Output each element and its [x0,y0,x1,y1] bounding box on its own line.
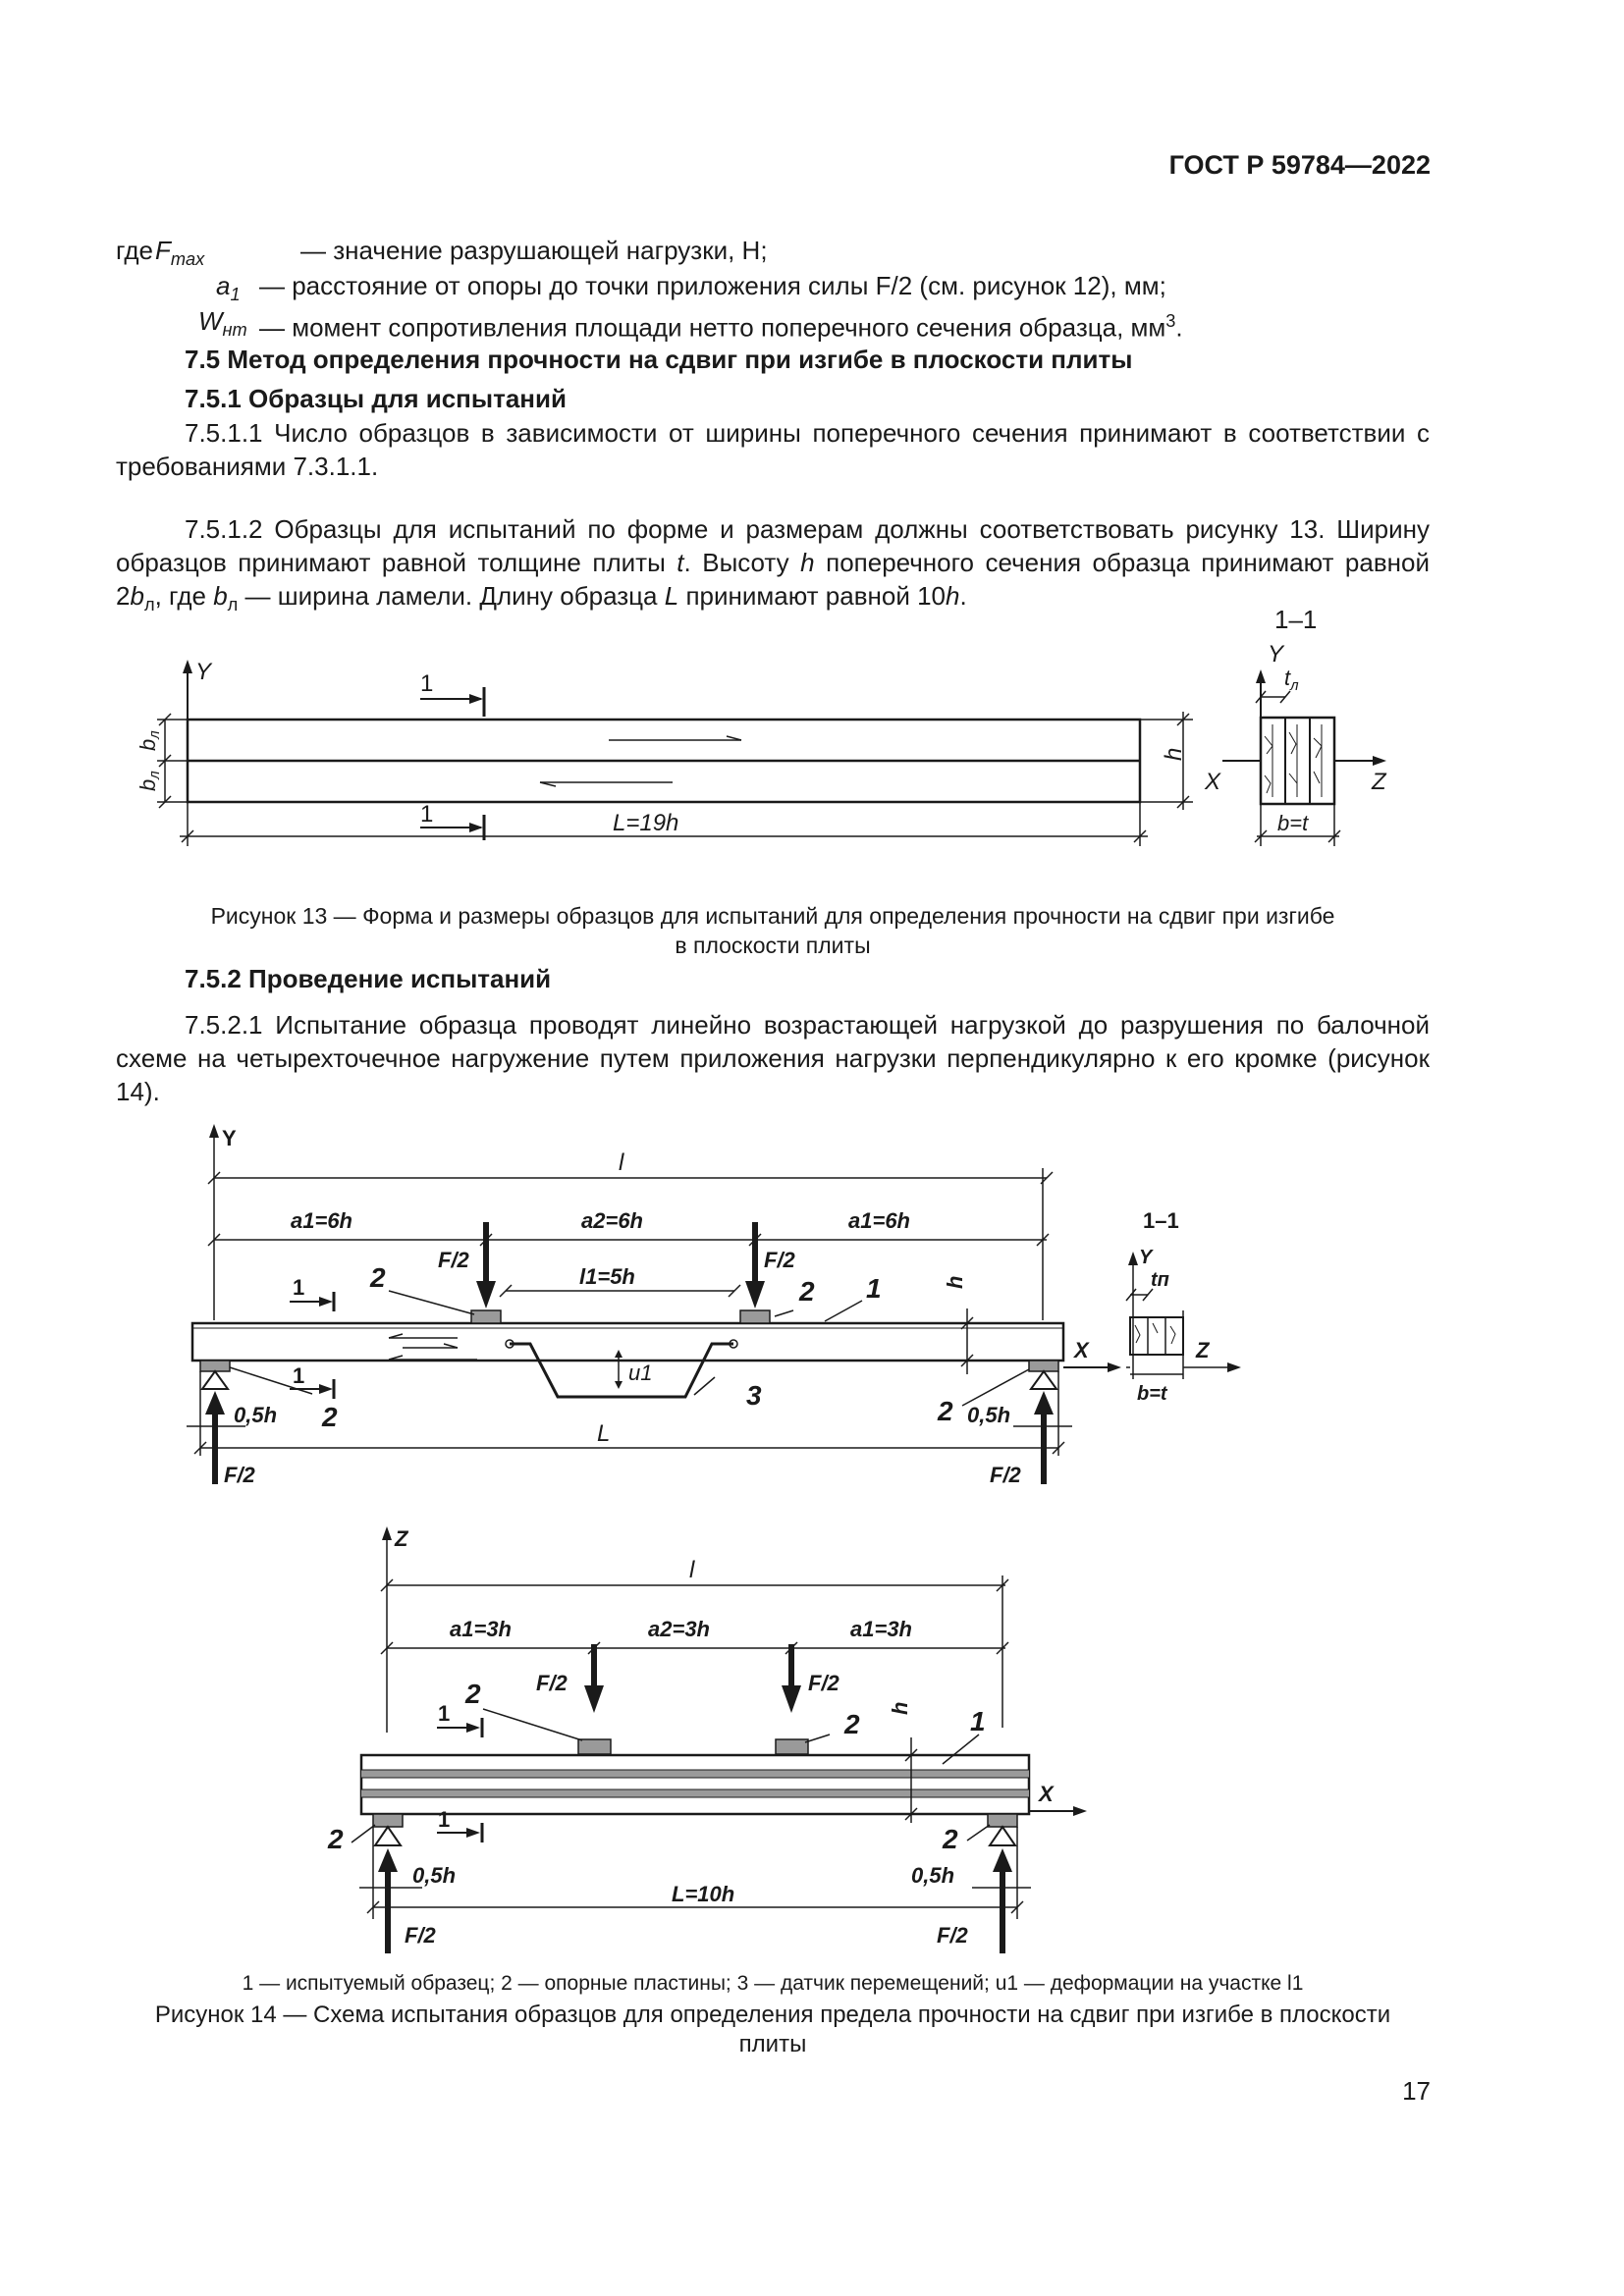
fig14-bottom-axis-z: Z [395,1526,408,1551]
fig14-bottom-offset-left: 0,5h [412,1863,457,1888]
figure-13 [0,589,1624,864]
fig13-dim-bt: b=t [1277,811,1309,835]
fig14-top-force-right: F/2 [764,1248,795,1272]
fig14-top-beam [192,1323,1063,1361]
fig13-dim-h: h [1161,747,1187,761]
fig14-top-dim-l: l [619,1149,624,1176]
fig13-axis-z: Z [1372,769,1386,795]
fig14-top-label-1: 1 [866,1273,882,1304]
fig14-top-axis-x: X [1074,1338,1089,1362]
fig14-bottom-label-1: 1 [970,1706,986,1736]
fig14-bottom-label-2d: 2 [943,1824,958,1854]
fig13-section-label: 1–1 [1274,605,1318,634]
fig14-top-dim-h: h [943,1275,967,1289]
fig14-bottom-axis-x: X [1039,1782,1054,1806]
fig14-top-dim-t: tп [1151,1269,1169,1291]
section-7-5-2-title: 7.5.2 Проведение испытаний [185,964,552,993]
fig13-dim-L: L=19h [613,810,679,836]
symbol-fmax: $F_{max}$ [155,236,205,270]
fig14-bottom-cut-1a: 1 [438,1701,451,1726]
fig14-top-force-bottom-left: F/2 [224,1463,255,1487]
fig14-top-dim-L: L [597,1420,611,1447]
fig14-cross-section [1130,1317,1183,1355]
fig14-bottom-support-plate-left [373,1814,403,1827]
fig14-top-load-plate-right [740,1310,770,1323]
fig13-cut-label-top: 1 [420,670,434,697]
def-text-wnt: — момент сопротивления площади нетто поперечного сечения образца, $мм^3$. [259,311,1183,343]
fig14-top-a1-right: a1=6h [848,1208,910,1233]
fig14-top-dim-bt: b=t [1137,1383,1167,1405]
fig14-bottom-label-2b: 2 [844,1709,860,1739]
paragraph-7-5-1-1: 7.5.1.1 Число образцов в зависимости от ширины поперечного сечения принимают в соответствии с требованиями 7.3.1.1. [116,418,1430,481]
fig14-top-section-axis-y: Y [1139,1247,1153,1268]
fig14-top-offset-right: 0,5h [967,1403,1011,1427]
fig14-top-section-label: 1–1 [1143,1208,1179,1233]
fig14-bottom-label-2a: 2 [465,1679,481,1709]
fig14-top-u1: u1 [628,1361,653,1385]
fig14-top-label-2c: 2 [322,1402,338,1432]
fig14-bottom-label-2c: 2 [328,1824,344,1854]
figure-13-caption: Рисунок 13 — Форма и размеры образцов для испытаний для определения прочности на сдвиг при изгибе в плоскости плиты [210,903,1335,958]
fig14-top-offset-left: 0,5h [234,1403,278,1427]
fig14-top-label-2b: 2 [799,1276,815,1307]
fig14-top-l1: l1=5h [579,1264,635,1289]
paragraph-7-5-1-2: 7.5.1.2 Образцы для испытаний по форме и размерам должны соответствовать рисунку 13. Ширину образцов принимают равной толщине плиты t. Высоту h поперечного сечения образца принимают равной $2b_л$, где $b_л$ — ширина ламели. Длину образца L принимают равной 10h. [116,514,1430,615]
fig14-top-label-2d: 2 [938,1396,953,1426]
fig14-bottom-force-right: F/2 [808,1671,839,1695]
fig13-dim-bl-upper: bл [135,730,163,751]
fig14-transducer [510,1344,733,1397]
fig14-top-axis-z: Z [1196,1338,1210,1362]
def-text-a1: — расстояние от опоры до точки приложения силы F/2 (см. рисунок 12), мм; [259,271,1166,300]
page-number: 17 [1402,2076,1431,2106]
symbol-a1: $a_1$ [216,271,241,305]
figure-14-legend: 1 — испытуемый образец; 2 — опорные пластины; 3 — датчик перемещений; u1 — деформации на участке l1 [242,1972,1304,1995]
fig14-bottom-a1-right: a1=3h [850,1617,912,1641]
fig14-bottom-force-bottom-left: F/2 [405,1923,436,1948]
fig14-top-label-3: 3 [746,1380,762,1411]
paragraph-7-5-2-1: 7.5.2.1 Испытание образца проводят линейно возрастающей нагрузкой до разрушения по балочной схеме на четырехточечное нагружение путем приложения нагрузки перпендикулярно к его кромке (рисунок 14). [116,1010,1430,1106]
fig14-bottom-support-plate-right [988,1814,1017,1827]
fig13-axis-x: X [1205,769,1221,795]
fig14-top-a2: a2=6h [581,1208,643,1233]
fig14-top-force-bottom-right: F/2 [990,1463,1021,1487]
where-label: где [116,236,153,265]
def-text-fmax: — значение разрушающей нагрузки, Н; [300,236,768,265]
fig14-bottom-force-bottom-right: F/2 [937,1923,968,1948]
fig13-dim-tl: $t_л$ [1284,666,1299,694]
fig14-top-load-plate-left [471,1310,501,1323]
figure-14-caption: Рисунок 14 — Схема испытания образцов для определения предела прочности на сдвиг при изгибе в плоскости плиты [154,2002,1391,2057]
fig14-bottom-dim-L: L=10h [672,1882,735,1906]
fig14-bottom-dim-h: h [888,1701,912,1715]
definitions-block [116,234,1432,343]
section-7-5-1-title: 7.5.1 Образцы для испытаний [185,384,567,413]
section-7-5-title: 7.5 Метод определения прочности на сдвиг при изгибе в плоскости плиты [185,345,1133,374]
fig13-dim-bl-lower: bл [135,771,163,791]
fig14-bottom-cut-1b: 1 [438,1807,451,1832]
fig14-bottom-load-plate-right [776,1739,808,1754]
fig13-section-axis-y: Y [1268,641,1284,667]
fig14-top-label-2a: 2 [370,1262,386,1293]
fig14-bottom-a1-left: a1=3h [450,1617,512,1641]
symbol-wnt: $W_{нт}$ [198,306,247,341]
figure-14-top [0,1114,1624,1492]
fig14-top-force-left: F/2 [438,1248,469,1272]
fig13-cut-label-bottom: 1 [420,801,434,828]
fig13-axis-y: Y [195,659,212,685]
fig14-bottom-a2: a2=3h [648,1617,710,1641]
doc-number: ГОСТ Р 59784—2022 [1168,150,1431,180]
fig14-top-cut-1a: 1 [293,1275,305,1300]
fig14-bottom-beam [361,1755,1029,1814]
fig14-bottom-dim-l: l [689,1557,695,1583]
figure-14-bottom [0,1517,1624,1968]
fig14-bottom-offset-right: 0,5h [911,1863,955,1888]
fig14-bottom-load-plate-left [578,1739,611,1754]
fig14-bottom-force-left: F/2 [536,1671,568,1695]
fig14-top-a1-left: a1=6h [291,1208,352,1233]
fig14-top-axis-y: Y [222,1126,237,1150]
fig14-top-cut-1b: 1 [293,1363,305,1388]
